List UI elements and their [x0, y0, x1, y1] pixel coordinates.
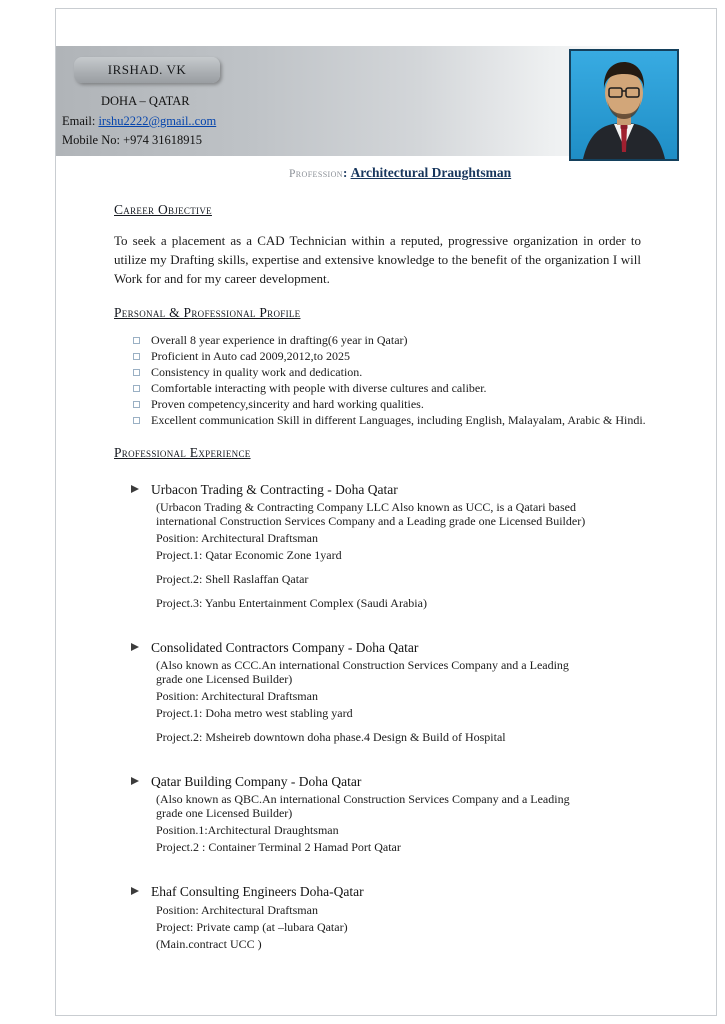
name-badge — [74, 57, 220, 83]
email-label: Email: — [62, 114, 99, 128]
experience-entry — [114, 481, 712, 610]
experience-entry — [114, 883, 712, 951]
career-objective-text: To seek a placement as a CAD Technician within a reputed, progressive organization in order to utilize my Drafting skills, expertise and extensive knowledge to the benefit of the organization I will Work for and for my career development. — [114, 233, 641, 286]
project-line: Project.2: Msheireb downtown doha phase.4 Design & Build of Hospital — [156, 730, 506, 744]
profile-item-text: Proficient in Auto cad 2009,2012,to 2025 — [151, 349, 350, 363]
company-row — [114, 773, 712, 790]
list-item — [114, 396, 712, 412]
company-name: Qatar Building Company - Doha Qatar — [151, 774, 362, 789]
list-item — [114, 380, 712, 396]
mobile-text: Mobile No: +974 31618915 — [62, 133, 203, 147]
profile-photo-illustration — [571, 51, 677, 159]
square-bullet-icon — [133, 353, 140, 360]
section-title-career-objective: Career Objective — [114, 202, 212, 217]
profession-line — [289, 165, 511, 181]
company-name: Urbacon Trading & Contracting - Doha Qatar — [151, 482, 398, 497]
profession-colon: : — [342, 165, 351, 180]
position-line: Position: Architectural Draftsman — [156, 903, 318, 917]
profile-item-text: Comfortable interacting with people with diverse cultures and caliber. — [151, 381, 487, 395]
profile-item-text: Proven competency,sincerity and hard working qualities. — [151, 397, 424, 411]
section-title-profile: Personal & Professional Profile — [114, 305, 301, 320]
company-row — [114, 639, 712, 656]
location-text: DOHA – QATAR — [101, 94, 190, 108]
square-bullet-icon — [133, 401, 140, 408]
company-about: (Also known as QBC.An international Construction Services Company and a Leading grade one Licensed Builder) — [156, 792, 570, 820]
profile-item-text: Excellent communication Skill in different Languages, including English, Malayalam, Arabic & Hindi. — [151, 413, 646, 427]
list-item — [114, 364, 712, 380]
position-line: Position: Architectural Draftsman — [156, 689, 318, 703]
experience-entry — [114, 639, 712, 744]
position-line: Position.1:Architectural Draughtsman — [156, 823, 339, 837]
project-line: Project: Private camp (at –lubara Qatar) — [156, 920, 348, 934]
arrow-bullet-icon — [131, 643, 139, 651]
list-item — [114, 348, 712, 364]
position-line: Position: Architectural Draftsman — [156, 531, 318, 545]
section-title-experience: Professional Experience — [114, 445, 251, 460]
square-bullet-icon — [133, 369, 140, 376]
profession-label: Profession — [289, 168, 343, 180]
content — [114, 202, 712, 951]
profile-item-text: Consistency in quality work and dedication. — [151, 365, 363, 379]
square-bullet-icon — [133, 385, 140, 392]
square-bullet-icon — [133, 337, 140, 344]
company-row — [114, 883, 712, 900]
company-name: Consolidated Contractors Company - Doha Qatar — [151, 640, 419, 655]
profile-item-text: Overall 8 year experience in drafting(6 year in Qatar) — [151, 333, 408, 347]
project-line: Project.3: Yanbu Entertainment Complex (Saudi Arabia) — [156, 596, 427, 610]
project-line: Project.2: Shell Raslaffan Qatar — [156, 572, 309, 586]
profile-list — [114, 332, 712, 428]
profile-photo — [569, 49, 679, 161]
company-row — [114, 481, 712, 498]
resume-page — [55, 8, 717, 1016]
list-item — [114, 412, 712, 428]
name-text: IRSHAD. VK — [107, 62, 187, 77]
arrow-bullet-icon — [131, 485, 139, 493]
list-item — [114, 332, 712, 348]
experience-entry — [114, 773, 712, 854]
company-name: Ehaf Consulting Engineers Doha-Qatar — [151, 884, 364, 899]
email-line — [62, 114, 216, 129]
project-line: Project.1: Qatar Economic Zone 1yard — [156, 548, 342, 562]
email-link[interactable]: irshu2222@gmail..com — [98, 114, 217, 128]
square-bullet-icon — [133, 417, 140, 424]
project-line: (Main.contract UCC ) — [156, 937, 262, 951]
profession-value: Architectural Draughtsman — [350, 165, 512, 180]
project-line: Project.2 : Container Terminal 2 Hamad Port Qatar — [156, 840, 401, 854]
company-about: (Urbacon Trading & Contracting Company LLC Also known as UCC, is a Qatari based international Construction Services Company and a Leading grade one Licensed Builder) — [156, 500, 586, 528]
arrow-bullet-icon — [131, 777, 139, 785]
arrow-bullet-icon — [131, 887, 139, 895]
project-line: Project.1: Doha metro west stabling yard — [156, 706, 353, 720]
company-about: (Also known as CCC.An international Construction Services Company and a Leading grade one Licensed Builder) — [156, 658, 569, 686]
